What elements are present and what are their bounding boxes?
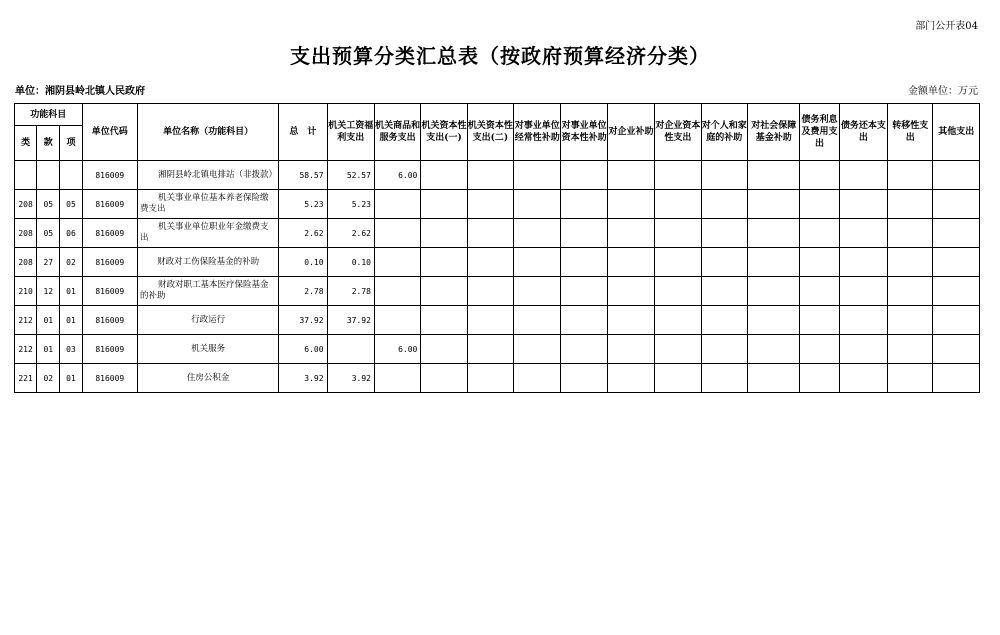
cell-xiang: 06 — [60, 219, 82, 248]
cell-col-7 — [607, 306, 654, 335]
cell-total: 58.57 — [279, 161, 327, 190]
cell-col-8 — [655, 190, 701, 219]
cell-unit-code: 816009 — [82, 364, 137, 393]
cell-lei: 212 — [15, 335, 37, 364]
cell-col-5 — [514, 190, 561, 219]
cell-col-14 — [933, 190, 980, 219]
cell-col-1: 3.92 — [327, 364, 374, 393]
cell-col-9 — [701, 161, 747, 190]
header-xiang: 项 — [60, 126, 82, 161]
cell-col-5 — [514, 248, 561, 277]
cell-kuan — [37, 161, 60, 190]
expenditure-table — [14, 103, 980, 393]
cell-col-10 — [747, 248, 799, 277]
cell-xiang: 01 — [60, 306, 82, 335]
header-col-8: 对企业资本性支出 — [655, 104, 701, 161]
cell-col-12 — [839, 219, 887, 248]
cell-col-4 — [467, 277, 513, 306]
cell-col-14 — [933, 277, 980, 306]
cell-col-2 — [374, 306, 420, 335]
cell-col-13 — [888, 219, 933, 248]
cell-col-13 — [888, 248, 933, 277]
cell-col-9 — [701, 277, 747, 306]
cell-col-2 — [374, 219, 420, 248]
cell-col-8 — [655, 219, 701, 248]
cell-col-9 — [701, 306, 747, 335]
cell-col-4 — [467, 248, 513, 277]
cell-col-4 — [467, 306, 513, 335]
cell-col-2: 6.00 — [374, 161, 420, 190]
cell-col-6 — [561, 306, 607, 335]
table-row — [15, 364, 980, 393]
cell-col-6 — [561, 277, 607, 306]
cell-col-12 — [839, 190, 887, 219]
form-code: 部门公开表04 — [915, 21, 978, 32]
cell-xiang: 01 — [60, 277, 82, 306]
cell-unit-name: 机关事业单位职业年金缴费支出 — [138, 219, 279, 248]
cell-unit-code: 816009 — [82, 335, 137, 364]
cell-total: 2.78 — [279, 277, 327, 306]
cell-unit-code: 816009 — [82, 190, 137, 219]
cell-xiang — [60, 161, 82, 190]
cell-col-10 — [747, 190, 799, 219]
cell-kuan: 02 — [37, 364, 60, 393]
cell-col-4 — [467, 364, 513, 393]
cell-lei — [15, 161, 37, 190]
cell-col-1: 52.57 — [327, 161, 374, 190]
header-unit-name: 单位名称（功能科目） — [138, 104, 279, 161]
cell-col-14 — [933, 248, 980, 277]
cell-col-6 — [561, 190, 607, 219]
cell-unit-code: 816009 — [82, 219, 137, 248]
cell-unit-code: 816009 — [82, 306, 137, 335]
cell-col-8 — [655, 248, 701, 277]
header-lei: 类 — [15, 126, 37, 161]
cell-col-14 — [933, 306, 980, 335]
cell-lei: 221 — [15, 364, 37, 393]
cell-col-4 — [467, 219, 513, 248]
cell-xiang: 02 — [60, 248, 82, 277]
cell-unit-name: 湘阴县岭北镇电排站（非拨款） — [138, 161, 279, 190]
cell-col-2 — [374, 190, 420, 219]
cell-col-1 — [327, 335, 374, 364]
cell-unit-name: 财政对工伤保险基金的补助 — [138, 248, 279, 277]
cell-col-7 — [607, 161, 654, 190]
cell-col-13 — [888, 364, 933, 393]
cell-col-4 — [467, 335, 513, 364]
header-col-9: 对个人和家庭的补助 — [701, 104, 747, 161]
cell-total: 2.62 — [279, 219, 327, 248]
cell-col-3 — [421, 277, 467, 306]
header-total: 总 计 — [279, 104, 327, 161]
cell-col-12 — [839, 364, 887, 393]
cell-col-6 — [561, 219, 607, 248]
cell-col-11 — [800, 219, 839, 248]
cell-col-8 — [655, 306, 701, 335]
header-col-5: 对事业单位经常性补助 — [514, 104, 561, 161]
cell-col-10 — [747, 161, 799, 190]
cell-col-13 — [888, 335, 933, 364]
cell-unit-name: 住房公积金 — [138, 364, 279, 393]
cell-total: 6.00 — [279, 335, 327, 364]
cell-col-10 — [747, 306, 799, 335]
cell-col-11 — [800, 190, 839, 219]
cell-col-12 — [839, 161, 887, 190]
cell-unit-code: 816009 — [82, 277, 137, 306]
cell-col-6 — [561, 335, 607, 364]
cell-col-9 — [701, 335, 747, 364]
cell-col-10 — [747, 219, 799, 248]
cell-col-3 — [421, 248, 467, 277]
header-func-subject: 功能科目 — [15, 104, 83, 126]
cell-col-11 — [800, 161, 839, 190]
cell-lei: 208 — [15, 248, 37, 277]
cell-col-2 — [374, 364, 420, 393]
cell-col-8 — [655, 364, 701, 393]
cell-col-9 — [701, 364, 747, 393]
cell-col-5 — [514, 335, 561, 364]
cell-col-7 — [607, 248, 654, 277]
cell-col-1: 2.62 — [327, 219, 374, 248]
page-title: 支出预算分类汇总表（按政府预算经济分类） — [290, 44, 710, 68]
cell-col-3 — [421, 306, 467, 335]
cell-kuan: 05 — [37, 219, 60, 248]
cell-col-14 — [933, 161, 980, 190]
cell-col-3 — [421, 161, 467, 190]
cell-unit-code: 816009 — [82, 161, 137, 190]
cell-col-9 — [701, 248, 747, 277]
cell-col-3 — [421, 364, 467, 393]
cell-unit-code: 816009 — [82, 248, 137, 277]
cell-col-12 — [839, 335, 887, 364]
cell-col-13 — [888, 190, 933, 219]
cell-col-4 — [467, 190, 513, 219]
cell-xiang: 01 — [60, 364, 82, 393]
cell-col-1: 2.78 — [327, 277, 374, 306]
cell-col-9 — [701, 190, 747, 219]
cell-col-12 — [839, 248, 887, 277]
cell-col-8 — [655, 161, 701, 190]
cell-total: 37.92 — [279, 306, 327, 335]
cell-col-3 — [421, 335, 467, 364]
header-unit-code: 单位代码 — [82, 104, 137, 161]
header-col-12: 债务还本支出 — [839, 104, 887, 161]
cell-col-7 — [607, 219, 654, 248]
cell-col-7 — [607, 335, 654, 364]
cell-col-8 — [655, 277, 701, 306]
cell-total: 3.92 — [279, 364, 327, 393]
cell-col-4 — [467, 161, 513, 190]
cell-kuan: 12 — [37, 277, 60, 306]
unit-label: 单位：湘阴县岭北镇人民政府 — [15, 86, 145, 97]
header-col-7: 对企业补助 — [607, 104, 654, 161]
header-col-11: 债务利息及费用支出 — [800, 104, 839, 161]
cell-lei: 212 — [15, 306, 37, 335]
header-col-4: 机关资本性支出(二) — [467, 104, 513, 161]
cell-kuan: 27 — [37, 248, 60, 277]
cell-col-1: 0.10 — [327, 248, 374, 277]
header-kuan: 款 — [37, 126, 60, 161]
table-row — [15, 219, 980, 248]
cell-lei: 208 — [15, 219, 37, 248]
cell-kuan: 01 — [37, 335, 60, 364]
cell-col-12 — [839, 306, 887, 335]
cell-col-2 — [374, 248, 420, 277]
cell-col-14 — [933, 364, 980, 393]
cell-col-7 — [607, 364, 654, 393]
cell-col-14 — [933, 219, 980, 248]
table-row — [15, 161, 980, 190]
cell-unit-name: 机关服务 — [138, 335, 279, 364]
amount-unit-label: 金额单位：万元 — [908, 86, 978, 97]
cell-col-3 — [421, 190, 467, 219]
table-row — [15, 190, 980, 219]
cell-col-13 — [888, 277, 933, 306]
cell-col-2: 6.00 — [374, 335, 420, 364]
cell-col-5 — [514, 306, 561, 335]
cell-col-11 — [800, 335, 839, 364]
table-body — [15, 161, 980, 393]
cell-total: 5.23 — [279, 190, 327, 219]
table-row — [15, 277, 980, 306]
cell-col-10 — [747, 364, 799, 393]
table-row — [15, 306, 980, 335]
cell-col-10 — [747, 335, 799, 364]
header-col-6: 对事业单位资本性补助 — [561, 104, 607, 161]
table-row — [15, 248, 980, 277]
cell-col-5 — [514, 161, 561, 190]
table-row — [15, 335, 980, 364]
cell-kuan: 01 — [37, 306, 60, 335]
cell-col-11 — [800, 277, 839, 306]
cell-col-1: 37.92 — [327, 306, 374, 335]
cell-xiang: 05 — [60, 190, 82, 219]
header-col-1: 机关工资福利支出 — [327, 104, 374, 161]
cell-col-1: 5.23 — [327, 190, 374, 219]
cell-col-14 — [933, 335, 980, 364]
cell-unit-name: 行政运行 — [138, 306, 279, 335]
cell-col-3 — [421, 219, 467, 248]
cell-col-6 — [561, 248, 607, 277]
cell-col-11 — [800, 364, 839, 393]
cell-col-11 — [800, 306, 839, 335]
cell-col-7 — [607, 190, 654, 219]
cell-col-5 — [514, 219, 561, 248]
cell-col-11 — [800, 248, 839, 277]
cell-total: 0.10 — [279, 248, 327, 277]
cell-lei: 208 — [15, 190, 37, 219]
cell-col-2 — [374, 277, 420, 306]
cell-col-10 — [747, 277, 799, 306]
cell-col-6 — [561, 161, 607, 190]
cell-col-13 — [888, 161, 933, 190]
cell-col-5 — [514, 364, 561, 393]
header-col-14: 其他支出 — [933, 104, 980, 161]
cell-col-8 — [655, 335, 701, 364]
cell-unit-name: 机关事业单位基本养老保险缴费支出 — [138, 190, 279, 219]
cell-lei: 210 — [15, 277, 37, 306]
cell-unit-name: 财政对职工基本医疗保险基金的补助 — [138, 277, 279, 306]
header-col-2: 机关商品和服务支出 — [374, 104, 420, 161]
cell-col-13 — [888, 306, 933, 335]
cell-col-6 — [561, 364, 607, 393]
cell-kuan: 05 — [37, 190, 60, 219]
cell-col-12 — [839, 277, 887, 306]
header-col-10: 对社会保障基金补助 — [747, 104, 799, 161]
cell-col-5 — [514, 277, 561, 306]
cell-col-9 — [701, 219, 747, 248]
cell-xiang: 03 — [60, 335, 82, 364]
header-col-3: 机关资本性支出(一) — [421, 104, 467, 161]
header-col-13: 转移性支出 — [888, 104, 933, 161]
cell-col-7 — [607, 277, 654, 306]
